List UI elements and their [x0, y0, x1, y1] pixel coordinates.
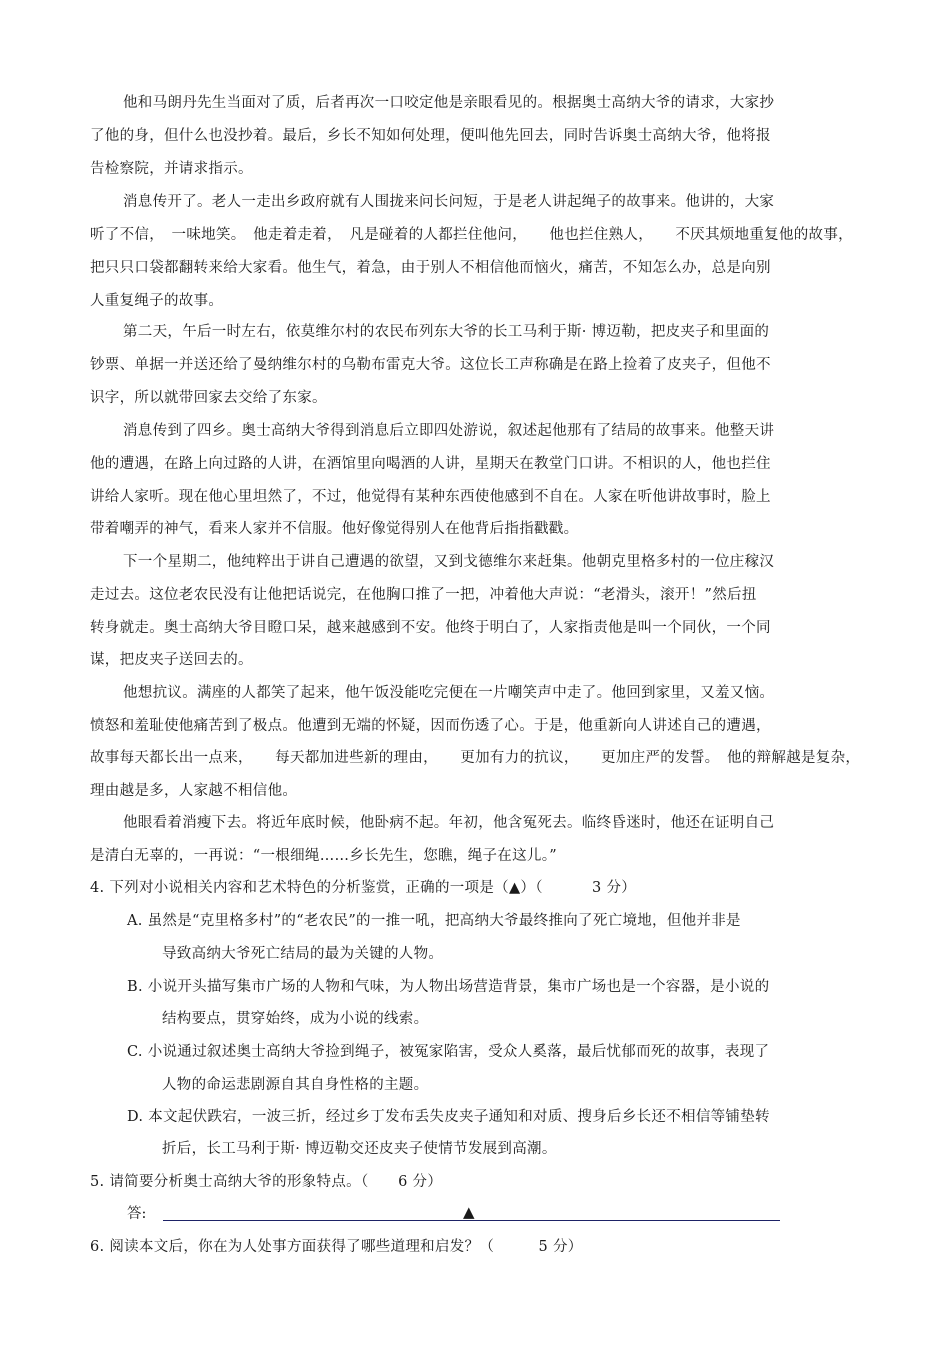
passage-line: 他想抗议。满座的人都笑了起来，他午饭没能吃完便在一片嘲笑声中走了。他回到家里，又羞又恼。: [123, 685, 775, 701]
passage-line: 走过去。这位老农民没有让他把话说完，在他胸口推了一把，冲着他大声说：“老滑头，滚开！”然后扭: [90, 587, 757, 603]
passage-line: 故事每天都长出一点来， 每天都加进些新的理由， 更加有力的抗议， 更加庄严的发誓。 他的辩解越是复杂，: [90, 750, 861, 766]
passage-line: 理由越是多，人家越不相信他。: [90, 783, 298, 799]
question-4-option-a-cont: 导致高纳大爷死亡结局的最为关键的人物。: [162, 946, 444, 962]
question-4-option-b: B. 小说开头描写集市广场的人物和气味，为人物出场营造背景，集市广场也是一个容器，是小说的: [127, 979, 770, 995]
passage-line: 了他的身，但什么也没抄着。最后，乡长不知如何处理，便叫他先回去，同时告诉奥士高纳大爷，他将报: [90, 128, 771, 144]
question-4-option-b-cont: 结构要点，贯穿始终，成为小说的线索。: [162, 1011, 429, 1027]
passage-line: 他和马朗丹先生当面对了质，后者再次一口咬定他是亲眼看见的。根据奥士高纳大爷的请求，大家抄: [123, 95, 775, 111]
passage-line: 消息传开了。老人一走出乡政府就有人围拢来问长问短，于是老人讲起绳子的故事来。他讲的，大家: [123, 194, 775, 210]
passage-line: 下一个星期二，他纯粹出于讲自己遭遇的欲望，又到戈德维尔来赶集。他朝克里格多村的一位庄稼汉: [123, 554, 775, 570]
question-5-stem: 5. 请简要分析奥士高纳大爷的形象特点。（ 6 分）: [90, 1174, 443, 1190]
passage-line: 谋，把皮夹子送回去的。: [90, 652, 253, 668]
question-4-option-c: C. 小说通过叙述奥士高纳大爷捡到绳子，被冤家陷害，受众人奚落，最后忧郁而死的故事，表现了: [127, 1044, 770, 1060]
passage-line: 消息传到了四乡。奥士高纳大爷得到消息后立即四处游说，叙述起他那有了结局的故事来。他整天讲: [123, 423, 775, 439]
passage-line: 是清白无辜的，一再说：“一根细绳……乡长先生，您瞧，绳子在这儿。”: [90, 848, 557, 864]
passage-line: 识字，所以就带回家去交给了东家。: [90, 390, 327, 406]
question-4-option-d-cont: 折后，长工马利于斯· 博迈勒交还皮夹子使情节发展到高潮。: [162, 1141, 557, 1157]
passage-line: 愤怒和羞耻使他痛苦到了极点。他遭到无端的怀疑，因而伤透了心。于是，他重新向人讲述自己的遭遇，: [90, 718, 771, 734]
passage-line: 转身就走。奥士高纳大爷目瞪口呆，越来越感到不安。他终于明白了，人家指责他是叫一个同伙，一个同: [90, 620, 771, 636]
question-4-option-c-cont: 人物的命运悲剧源自其自身性格的主题。: [162, 1077, 429, 1093]
passage-line: 钞票、单据一并送还给了曼纳维尔村的乌勒布雷克大爷。这位长工声称确是在路上捡着了皮夹子，但他不: [90, 357, 771, 373]
triangle-marker-icon: ▲: [463, 1203, 475, 1221]
passage-line: 他的遭遇，在路上向过路的人讲，在酒馆里向喝酒的人讲，星期天在教堂门口讲。不相识的人，他也拦住: [90, 456, 771, 472]
question-6-stem: 6. 阅读本文后，你在为人处事方面获得了哪些道理和启发？（ 5 分）: [90, 1239, 583, 1255]
passage-line: 人重复绳子的故事。: [90, 293, 224, 309]
passage-line: 听了不信， 一味地笑。 他走着走着， 凡是碰着的人都拦住他问， 他也拦住熟人， 不厌其烦地重复他的故事，: [90, 227, 853, 243]
passage-line: 把只只口袋都翻转来给大家看。他生气，着急，由于别人不相信他而恼火，痛苦，不知怎么办，总是向别: [90, 260, 771, 276]
question-4-stem: 4. 下列对小说相关内容和艺术特色的分析鉴赏，正确的一项是（▲）（ 3 分）: [90, 880, 637, 896]
question-4-option-a: A. 虽然是“克里格多村”的“老农民”的一推一吼，把高纳大爷最终推向了死亡境地，但他并非是: [127, 913, 741, 929]
question-4-option-d: D. 本文起伏跌宕，一波三折，经过乡丁发布丢失皮夹子通知和对质、搜身后乡长还不相信等铺垫转: [127, 1109, 770, 1125]
passage-line: 带着嘲弄的神气，看来人家并不信服。他好像觉得别人在他背后指指戳戳。: [90, 521, 579, 537]
passage-line: 第二天，午后一时左右，依莫维尔村的农民布列东大爷的长工马利于斯· 博迈勒，把皮夹子和里面的: [123, 324, 770, 340]
passage-line: 告检察院，并请求指示。: [90, 161, 253, 177]
answer-label: 答:: [127, 1206, 147, 1222]
passage-line: 他眼看着消瘦下去。将近年底时候，他卧病不起。年初，他含冤死去。临终昏迷时，他还在证明自己: [123, 815, 775, 831]
passage-line: 讲给人家听。现在他心里坦然了，不过，他觉得有某种东西使他感到不自在。人家在听他讲故事时，脸上: [90, 489, 771, 505]
